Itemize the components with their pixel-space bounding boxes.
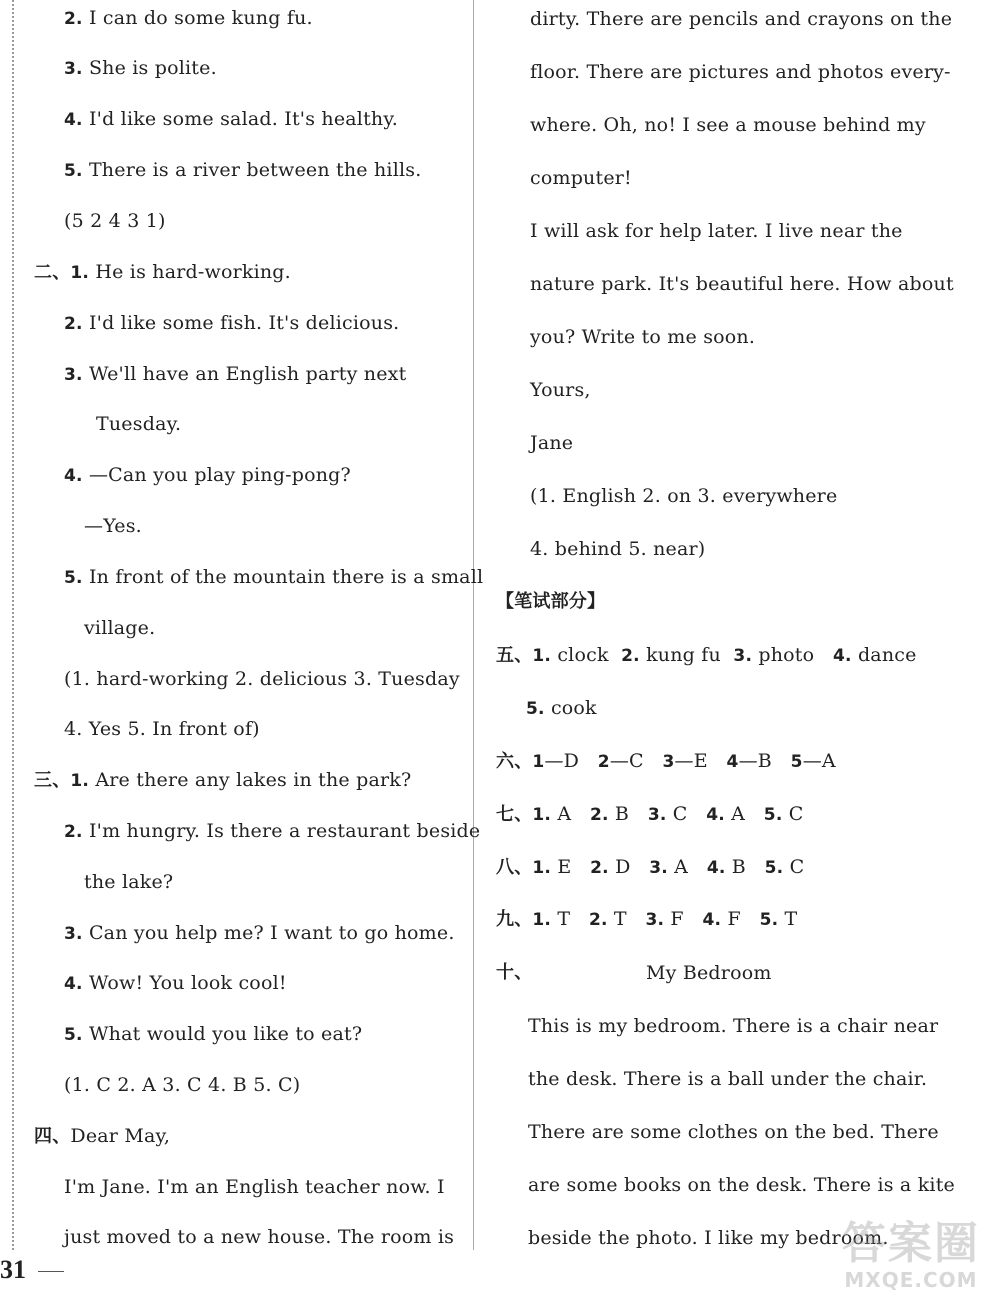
s5-line-2: 5. cook [526,697,597,719]
s3-item-5: 5. What would you like to eat? [64,1023,363,1045]
s3-answers: (1. C 2. A 3. C 4. B 5. C) [64,1074,301,1096]
letter-signature: Jane [530,432,574,454]
composition-line-5: beside the photo. I like my bedroom. [528,1227,889,1249]
composition-line-1: This is my bedroom. There is a chair near [528,1015,939,1037]
letter-line-6: computer! [530,167,632,189]
letter-closing: Yours, [530,379,591,401]
s2-answers-2: 4. Yes 5. In front of) [64,718,260,740]
s3-item-4: 4. Wow! You look cool! [64,972,287,994]
s4-para-2: just moved to a new house. The room is [64,1226,455,1248]
s6-answers: 六、1—D 2—C 3—E 4—B 5—A [496,750,836,772]
composition-title: My Bedroom [646,962,772,984]
s4-greeting: 四、Dear May, [34,1125,171,1147]
s3-item-1: 三、1. Are there any lakes in the park? [34,769,412,791]
s3-item-3: 3. Can you help me? I want to go home. [64,922,455,944]
s8-answers: 八、1. E 2. D 3. A 4. B 5. C [496,856,805,878]
s2-item-5-cont: village. [84,617,156,639]
s1-item-3: 3. She is polite. [64,57,217,79]
composition-line-3: There are some clothes on the bed. There [528,1121,939,1143]
s2-label: 二、 [34,262,71,283]
s5-label: 五、 [496,645,533,666]
s3-item-2-cont: the lake? [84,871,174,893]
watermark-domain: MXQE.COM [844,1267,978,1292]
letter-line-8: nature park. It's beautiful here. How about [530,273,954,295]
s3-item-2: 2. I'm hungry. Is there a restaurant beside [64,820,481,842]
composition-line-2: the desk. There is a ball under the chair. [528,1068,928,1090]
s6-label: 六、 [496,751,533,772]
page-number-dash [38,1271,64,1272]
letter-line-9: you? Write to me soon. [530,326,756,348]
letter-line-5: where. Oh, no! I see a mouse behind my [530,114,926,136]
watermark-logo-text: 答案圈 [842,1217,980,1269]
s1-item-2: 2. I can do some kung fu. [64,7,313,29]
s7-label: 七、 [496,804,533,825]
s2-item-5: 5. In front of the mountain there is a small [64,566,484,588]
site-watermark [826,1208,996,1303]
letter-line-7: I will ask for help later. I live near the [530,220,903,242]
s4-para-1: I'm Jane. I'm an English teacher now. I [64,1176,445,1198]
letter-line-4: floor. There are pictures and photos every- [530,61,951,83]
s2-item-2: 2. I'd like some fish. It's delicious. [64,312,400,334]
s2-item-4: 4. —Can you play ping-pong? [64,464,351,486]
composition-line-4: are some books on the desk. There is a kite [528,1174,955,1196]
s8-label: 八、 [496,857,533,878]
s3-label: 三、 [34,770,71,791]
s9-answers: 九、1. T 2. T 3. F 4. F 5. T [496,908,798,930]
s5-line-1: 五、1. clock 2. kung fu 3. photo 4. dance [496,644,917,666]
s4-answers-1: (1. English 2. on 3. everywhere [530,485,838,507]
s1-order: (5 2 4 3 1) [64,210,166,232]
s1-item-5: 5. There is a river between the hills. [64,159,422,181]
s2-item-4-reply: —Yes. [84,515,142,537]
s4-answers-2: 4. behind 5. near) [530,538,706,560]
s4-label: 四、 [34,1126,71,1147]
s2-item-3: 3. We'll have an English party next [64,363,407,385]
letter-line-3: dirty. There are pencils and crayons on the [530,8,953,30]
s2-item-1: 二、1. He is hard-working. [34,261,291,283]
s7-answers: 七、1. A 2. B 3. C 4. A 5. C [496,803,804,825]
s2-item-3-cont: Tuesday. [96,413,182,435]
s9-label: 九、 [496,909,533,930]
s10-label: 十、 [496,962,533,983]
page-number: 31 [0,1255,26,1284]
binding-dotted-line [12,0,14,1250]
s1-item-4: 4. I'd like some salad. It's healthy. [64,108,398,130]
s2-answers-1: (1. hard-working 2. delicious 3. Tuesday [64,668,460,690]
written-section-header: 【笔试部分】 [496,591,606,612]
column-divider [473,0,474,1250]
